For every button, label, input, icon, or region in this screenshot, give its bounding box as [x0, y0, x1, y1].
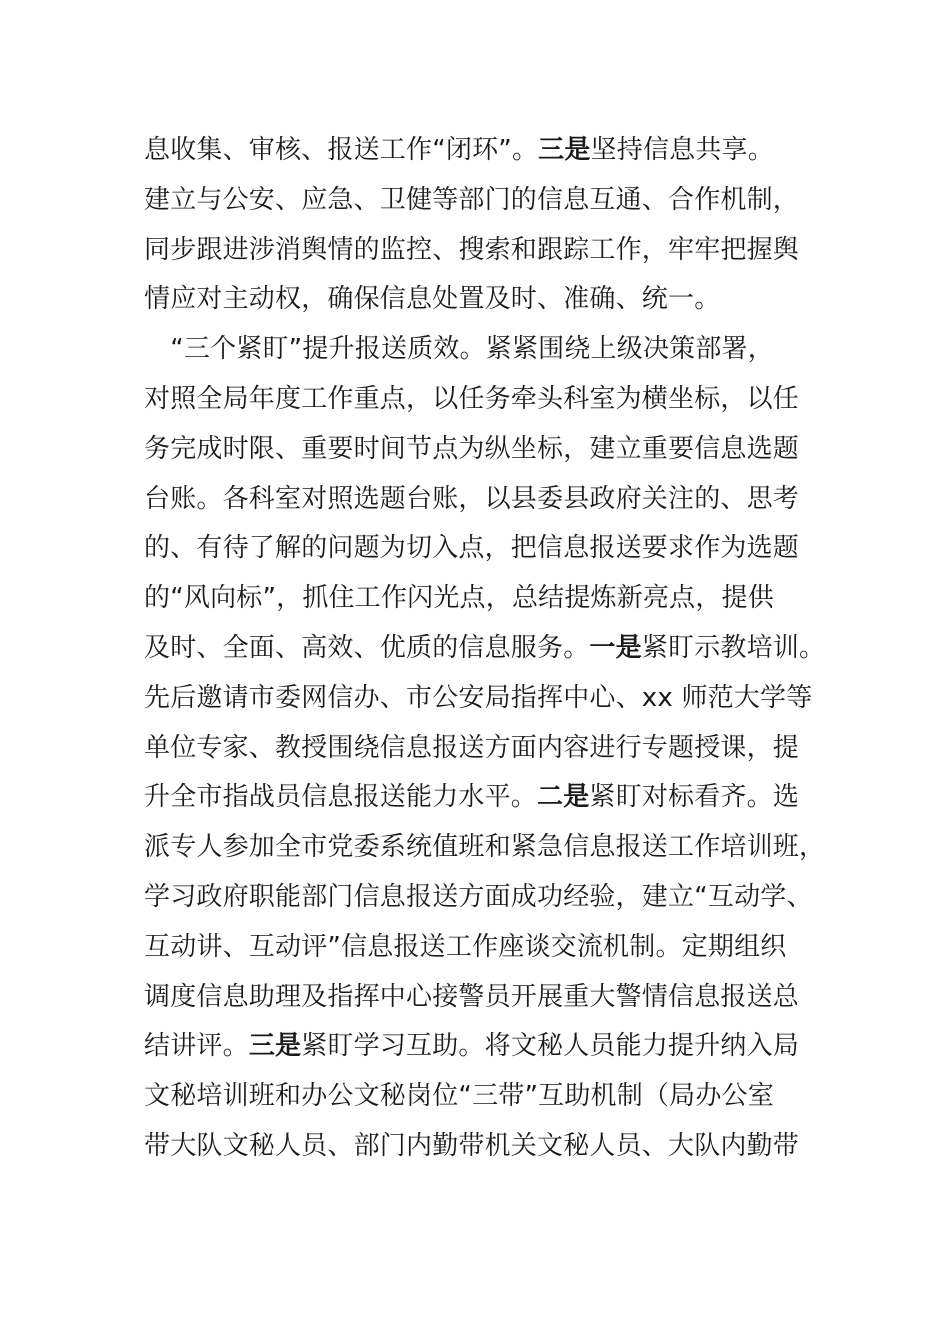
emphasis-label: 三是 [538, 135, 591, 165]
text-line [144, 674, 824, 724]
text-line [144, 1022, 824, 1072]
text-segment: 息收集、审核、报送工作“闭环”。 [144, 135, 539, 165]
text-segment: 派专人参加全市党委系统值班和紧急信息报送工作培训班， [144, 832, 826, 863]
text-segment: 结讲评。 [144, 1031, 249, 1062]
text-line [144, 425, 824, 475]
text-segment: 紧盯示教培训。 [641, 632, 826, 663]
text-line [144, 574, 824, 624]
text-segment: 互动讲、互动评”信息报送工作座谈交流机制。定期组织 [144, 931, 787, 962]
text-segment: 务完成时限、重要时间节点为纵坐标，建立重要信息选题 [144, 433, 800, 464]
text-segment: 的“风向标”，抓住工作闪光点，总结提炼新亮点，提供 [144, 583, 774, 614]
text-line [144, 1072, 824, 1122]
text-line [144, 275, 824, 325]
text-line [144, 624, 824, 674]
text-segment: 情应对主动权，确保信息处置及时、准确、统一。 [144, 284, 721, 315]
text-segment: 对照全局年度工作重点，以任务牵头科室为横坐标，以任 [144, 383, 800, 414]
text-line [144, 873, 824, 923]
text-segment: 先后邀请市委网信办、市公安局指挥中心、xx 师范大学等 [144, 682, 813, 713]
text-line [144, 375, 824, 425]
text-segment: 同步跟进涉消舆情的监控、搜索和跟踪工作，牢牢把握舆 [144, 234, 800, 265]
text-segment: 带大队文秘人员、部门内勤带机关文秘人员、大队内勤带 [144, 1130, 800, 1161]
text-line [144, 973, 824, 1023]
text-segment: 坚持信息共享。 [590, 135, 774, 165]
emphasis-label: 二是 [537, 782, 590, 813]
text-segment: 紧盯学习互助。将文秘人员能力提升纳入局 [301, 1031, 800, 1062]
text-line [144, 126, 824, 176]
body-text [144, 126, 824, 1172]
text-segment: 的、有待了解的问题为切入点，把信息报送要求作为选题 [144, 533, 800, 564]
text-segment: “三个紧盯”提升报送质效。紧紧围绕上级决策部署， [144, 334, 774, 365]
text-segment: 文秘培训班和办公文秘岗位“三带”互助机制（局办公室 [144, 1081, 774, 1112]
text-segment: 及时、全面、高效、优质的信息服务。 [144, 632, 590, 663]
text-segment: 建立与公安、应急、卫健等部门的信息互通、合作机制， [144, 184, 800, 215]
text-line [144, 724, 824, 774]
text-line [144, 226, 824, 276]
text-line [144, 1122, 824, 1172]
text-line [144, 923, 824, 973]
text-segment: 升全市指战员信息报送能力水平。 [144, 782, 538, 813]
text-line [144, 773, 824, 823]
text-segment: 台账。各科室对照选题台账，以县委县政府关注的、思考 [144, 483, 800, 514]
text-segment: 紧盯对标看齐。选 [589, 782, 800, 813]
text-segment: 学习政府职能部门信息报送方面成功经验，建立“互动学、 [144, 881, 813, 912]
emphasis-label: 一是 [589, 632, 642, 663]
text-segment: 调度信息助理及指挥中心接警员开展重大警情信息报送总 [144, 981, 800, 1012]
text-line [144, 176, 824, 226]
text-line [144, 823, 824, 873]
text-segment: 单位专家、教授围绕信息报送方面内容进行专题授课，提 [144, 732, 800, 763]
emphasis-label: 三是 [248, 1031, 302, 1062]
text-line [144, 325, 824, 375]
text-line [144, 475, 824, 525]
text-line [144, 524, 824, 574]
